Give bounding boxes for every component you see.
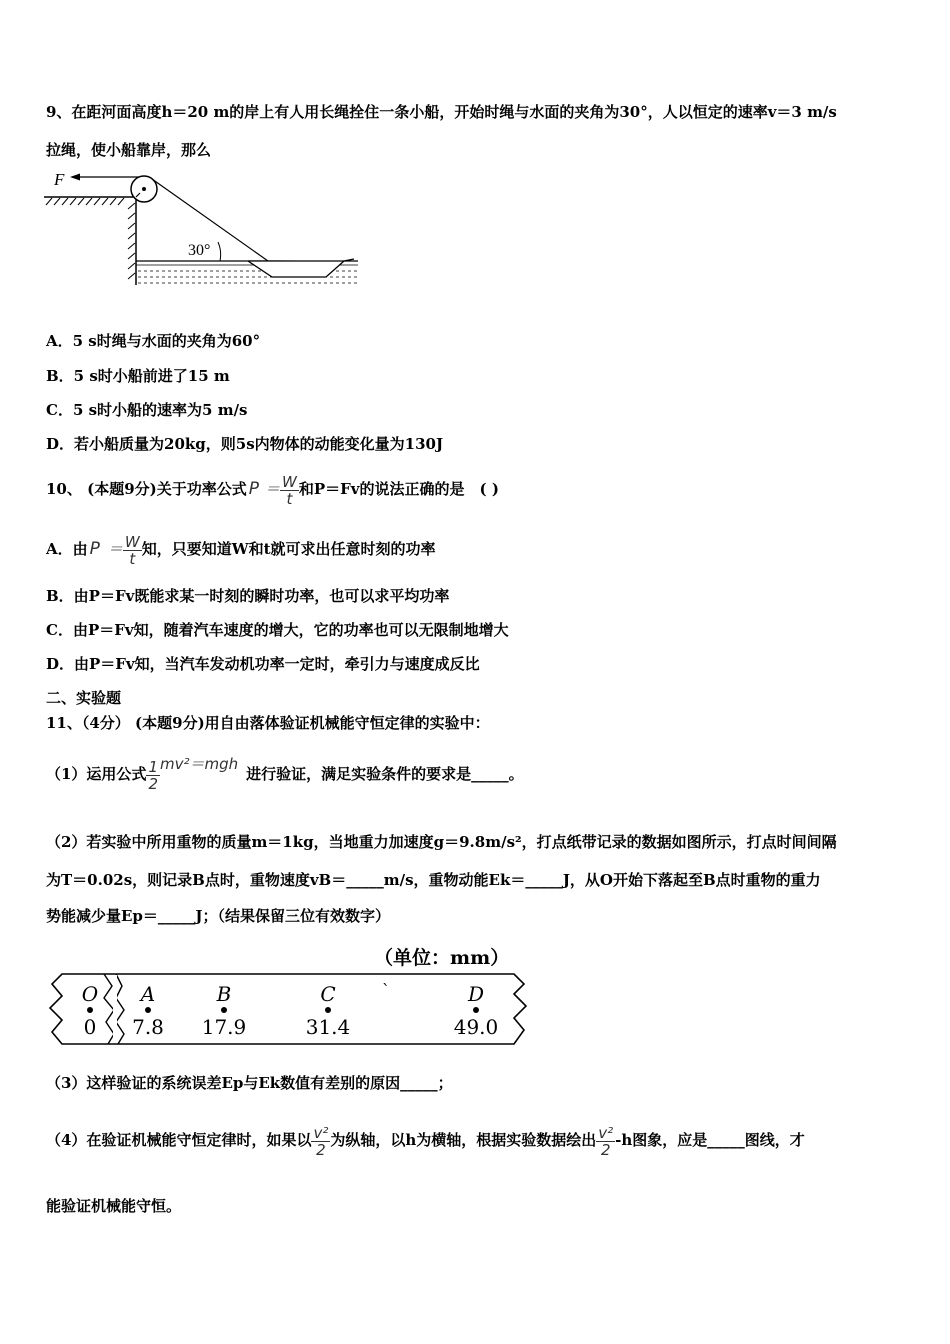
- tape-point-label: C: [320, 982, 336, 1006]
- q9-option-c: C．5 s时小船的速率为5 m/s: [46, 401, 248, 419]
- v2-half-fraction: [311, 1125, 330, 1158]
- tape-unit-label: （单位：mm）: [374, 947, 510, 969]
- q9-stem-line1: 9、在距河面高度h＝20 m的岸上有人用长绳拴住一条小船，开始时绳与水面的夹角为30°，人以恒定的速率v＝3 m/s: [46, 103, 837, 121]
- formula-num: W: [282, 472, 297, 491]
- q10-suffix: 和P＝Fv的说法正确的是 ( ): [298, 480, 499, 498]
- q10-option-b: B．由P＝Fv既能求某一时刻的瞬时功率，也可以求平均功率: [46, 587, 450, 605]
- q11-p1-prefix: （1）运用公式: [46, 765, 147, 783]
- q11-part2-line3: 势能减少量Ep＝_____J；（结果保留三位有效数字）: [46, 907, 391, 925]
- formula-eq-a: ＝: [107, 540, 123, 558]
- half-fraction: [146, 759, 160, 792]
- tape-point-label: D: [467, 982, 485, 1006]
- tape-point-label: B: [216, 982, 232, 1006]
- q9-option-d: D．若小船质量为20kg，则5s内物体的动能变化量为130J: [46, 435, 444, 453]
- tape-dot: [221, 1007, 227, 1013]
- q10-option-c: C．由P＝Fv知，随着汽车速度的增大，它的功率也可以无限制地增大: [46, 621, 509, 639]
- formula-fraction-a: [123, 534, 142, 567]
- q11-stem: 11、（4分） (本题9分)用自由落体验证机械能守恒定律的实验中：: [46, 714, 490, 732]
- q11-part2-line1: （2）若实验中所用重物的质量m＝1kg，当地重力加速度g＝9.8m/s²，打点纸带记录的数据如图所示，打点时间间隔: [46, 833, 837, 851]
- tape-point-label: O: [81, 982, 99, 1006]
- tape-value: 49.0: [453, 1015, 499, 1039]
- formula-eq: ＝: [265, 480, 281, 498]
- q11-part3: （3）这样验证的系统误差Ep与Ek数值有差别的原因_____；: [46, 1074, 453, 1092]
- v2-den-2: 2: [600, 1140, 611, 1159]
- v2-num-2: v²: [598, 1123, 614, 1142]
- q10-stem: [46, 470, 499, 508]
- tape-value: 17.9: [201, 1015, 247, 1039]
- q10-optA-prefix: A．由: [46, 540, 88, 558]
- q10-option-a: [46, 530, 436, 568]
- angle-label: 30°: [188, 242, 211, 259]
- formula-p: P: [248, 479, 259, 499]
- section-heading: 二、实验题: [46, 689, 122, 707]
- tape-value: 0: [83, 1015, 97, 1039]
- svg-text:`: `: [382, 981, 390, 1000]
- q11-p4-mid: 为纵轴，以h为横轴，根据实验数据绘出: [330, 1131, 597, 1149]
- v2-num: v²: [313, 1123, 329, 1142]
- q11-p1-suffix: 进行验证，满足实验条件的要求是_____。: [246, 765, 524, 783]
- tape-value: 7.8: [132, 1015, 164, 1039]
- half-den: 2: [148, 774, 158, 793]
- v2-den: 2: [316, 1140, 326, 1159]
- v2-half-fraction-2: [596, 1125, 615, 1158]
- tape-dot: [325, 1007, 331, 1013]
- q11-p4-prefix: （4）在验证机械能守恒定律时，如果以: [46, 1131, 312, 1149]
- boat-rope-figure: [40, 165, 365, 290]
- q9-stem-line2: 拉绳，使小船靠岸，那么: [46, 141, 212, 159]
- energy-formula: mv²＝mgh: [160, 755, 239, 773]
- tape-dot: [87, 1007, 93, 1013]
- formula-p-a: P: [89, 539, 100, 559]
- half-num: 1: [148, 757, 158, 776]
- formula-den: t: [286, 489, 293, 508]
- formula-num-a: W: [124, 532, 140, 551]
- q11-part4-line2: 能验证机械能守恒。: [46, 1197, 182, 1215]
- formula-fraction: [280, 474, 299, 507]
- formula-den-a: t: [129, 549, 136, 568]
- q10-optA-suffix: 知，只要知道W和t就可求出任意时刻的功率: [141, 540, 436, 558]
- q11-p4-suffix: -h图象，应是_____图线，才: [615, 1131, 805, 1149]
- ticker-tape-figure: [44, 938, 536, 1054]
- tape-dot: [473, 1007, 479, 1013]
- q11-part2-line2: 为T＝0.02s，则记录B点时，重物速度vB＝_____m/s，重物动能Ek＝_____J，从O开始下落起至B点时重物的重力: [46, 871, 821, 889]
- force-label: F: [54, 170, 65, 189]
- tape-value: 31.4: [305, 1015, 351, 1039]
- q11-part1: [46, 752, 524, 796]
- q9-option-b: B．5 s时小船前进了15 m: [46, 367, 230, 385]
- q10-prefix: 10、 (本题9分)关于功率公式: [46, 480, 247, 498]
- tape-dot: [145, 1007, 151, 1013]
- q11-part4: [46, 1118, 805, 1162]
- q9-option-a: A．5 s时绳与水面的夹角为60°: [46, 332, 261, 350]
- tape-point-label: A: [140, 982, 156, 1006]
- q10-option-d: D．由P＝Fv知，当汽车发动机功率一定时，牵引力与速度成反比: [46, 655, 480, 673]
